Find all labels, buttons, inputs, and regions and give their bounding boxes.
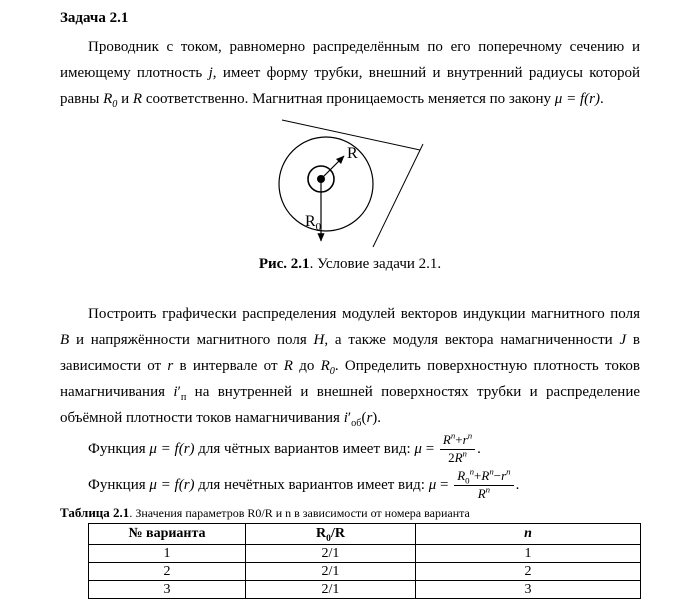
label-r: R [347,145,358,162]
formula-period: . [477,440,481,457]
label-r0: $R_0$ [305,213,322,233]
formula-odd-lead: Функция μ = f(r) для нечётных вариантов имеет вид: μ = [88,476,453,493]
table-cell: 2/1 [246,545,416,563]
table-cell: 3 [89,581,246,599]
formula-even-lead: Функция μ = f(r) для чётных вариантов имеет вид: μ = [88,440,438,457]
table-body [89,545,641,599]
fraction-denominator: $2R^n$ [448,448,467,465]
formula-period: . [515,476,520,493]
table-header-variant-number: № варианта [89,524,246,545]
fraction-numerator: $R_0^n+R^n-r^n$ [454,469,513,486]
formula-odd-variants [60,466,640,503]
figure-caption: Рис. 2.1. Условие задачи 2.1. [258,256,442,272]
outer-circle [279,137,373,231]
table-cell: 2 [416,563,641,581]
paragraph-problem-statement: Проводник с током, равномерно распределённым по его поперечному сечению и имеющему плотность j, имеет форму трубки, внешний и внутренний радиусы которой равны $R_0$ и R соответственно. Магнитная проницаемость меняется по закону μ = f(r). [60,39,640,110]
table-cell: 2 [89,563,246,581]
table-cell: 3 [416,581,641,599]
table-header-row [89,524,641,545]
radius-r-arrow [321,156,344,179]
formula-even-variants [60,430,640,467]
paragraph-task: Построить графически распределения модулей векторов индукции магнитного поля B и напряжённости магнитного поля H, а также модуля вектора намагниченности J в зависимости от r в интервале от R до $R_0$. Определить поверхностную плотность токов намагничивания $i'_п$ на внутренней и внешней поверхностях трубки и распределение объёмной плотности токов намагничивания $i'_{об}(r)$. [60,306,641,429]
figure-2-1-drawing [270,116,448,248]
formula-odd-fraction [454,466,513,502]
table-cell: 1 [89,545,246,563]
fraction-denominator: $R^n$ [477,484,491,501]
table-row [89,545,641,563]
figure [60,116,640,253]
table-header-n: n [416,524,641,545]
table-row [89,563,641,581]
table-cell: 2/1 [246,563,416,581]
table-header-r0-over-r: $R_0/R$ [246,524,416,545]
table-cell: 1 [416,545,641,563]
table-row [89,581,641,599]
formula-even-fraction [440,430,475,466]
table-caption: Таблица 2.1. Значения параметров R0/R и n в зависимости от номера варианта [60,505,470,520]
variants-table [88,523,641,599]
table-cell: 2/1 [246,581,416,599]
fraction-numerator: $R^n+r^n$ [440,433,475,450]
page-title: Задача 2.1 [60,10,129,26]
section-line-right [373,144,423,247]
